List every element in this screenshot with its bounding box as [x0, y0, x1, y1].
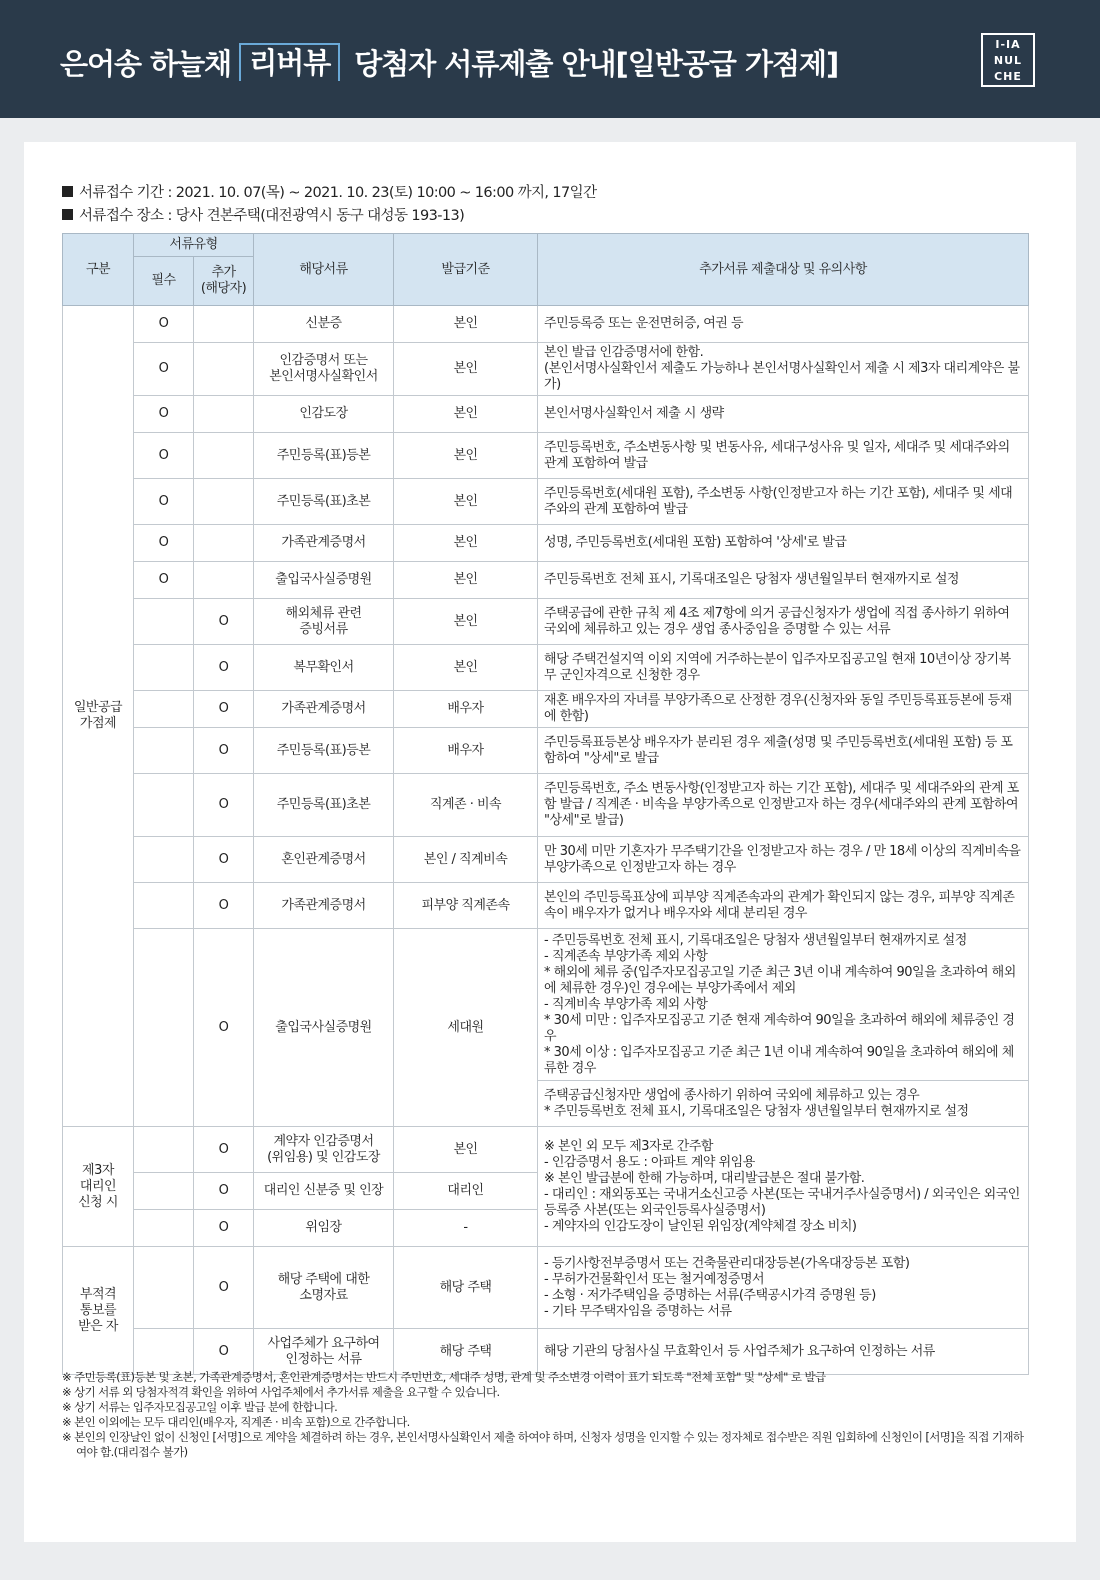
- brand-logo: [981, 33, 1035, 87]
- issue-basis: 본인 / 직계비속: [394, 837, 538, 883]
- page-header: [0, 0, 1100, 118]
- document-name: 가족관계증명서: [254, 525, 394, 562]
- square-bullet-icon: [62, 186, 73, 197]
- note-text: 주민등록번호, 주소변동사항 및 변동사유, 세대구성사유 및 일자, 세대주 및 세대주와의 관계 포함하여 발급: [538, 433, 1029, 479]
- note-line: 주택공급신청자만 생업에 종사하기 위하여 국외에 체류하고 있는 경우: [544, 1087, 920, 1103]
- category-proxy: 제3자 대리인 신청 시: [63, 1127, 134, 1247]
- document-name: 대리인 신분증 및 인장: [254, 1173, 394, 1210]
- header-issue-basis: 발급기준: [394, 234, 538, 306]
- note-line: * 주민등록번호 전체 표시, 기록대조일은 당첨자 생년월일부터 현재까지로 설정: [544, 1103, 969, 1119]
- note-line: - 직계비속 부양가족 제외 사항: [544, 996, 708, 1012]
- document-name: 인감도장: [254, 396, 394, 433]
- additional-mark: [194, 525, 254, 562]
- logo-line: I-IA: [995, 38, 1021, 51]
- required-mark: [134, 645, 194, 691]
- document-name: 계약자 인감증명서 (위임용) 및 인감도장: [254, 1127, 394, 1173]
- required-mark: O: [134, 525, 194, 562]
- additional-mark: O: [194, 1329, 254, 1375]
- required-mark: O: [134, 306, 194, 343]
- additional-mark: O: [194, 599, 254, 645]
- note-line: ※ 본인 발급분에 한해 가능하며, 대리발급분은 절대 불가함.: [544, 1170, 865, 1186]
- issue-basis: 본인: [394, 1127, 538, 1173]
- issue-basis: 대리인: [394, 1173, 538, 1210]
- issue-basis: 본인: [394, 562, 538, 599]
- footnote: ※ 본인 이외에는 모두 대리인(배우자, 직계존 · 비속 포함)으로 간주합니다.: [62, 1415, 410, 1429]
- table-row: [63, 1127, 1029, 1173]
- header-additional: 추가 (해당자): [194, 257, 254, 306]
- document-name: 해외체류 관련 증빙서류: [254, 599, 394, 645]
- note-line: * 30세 이상 : 입주자모집공고 기준 최근 1년 이내 계속하여 90일을 초과하여 해외에 체류한 경우: [544, 1044, 1014, 1076]
- additional-mark: O: [194, 883, 254, 929]
- note-text: 주민등록번호, 주소 변동사항(인정받고자 하는 기간 포함), 세대주 및 세대주와의 관계 포함 발급 / 직계존 · 비속을 부양가족으로 인정받고자 하는 경우(세대주와의 관계 포함하여 "상세"로 발급): [538, 774, 1029, 837]
- additional-mark: O: [194, 1210, 254, 1247]
- table-row: [63, 1329, 1029, 1375]
- required-mark: [134, 837, 194, 883]
- footnote: ※ 상기 서류 외 당첨자적격 확인을 위하여 사업주체에서 추가서류 제출을 요구할 수 있습니다.: [62, 1385, 500, 1399]
- note-text: [538, 1081, 1029, 1127]
- issue-basis: 피부양 직계존속: [394, 883, 538, 929]
- title-before: 은어송 하늘채: [60, 46, 232, 81]
- note-line: - 계약자의 인감도장이 날인된 위임장(계약체결 장소 비치): [544, 1218, 857, 1234]
- note-line: - 인감증명서 용도 : 아파트 계약 위임용: [544, 1154, 755, 1170]
- footnotes: [62, 1370, 1028, 1460]
- additional-mark: [194, 306, 254, 343]
- document-name: 출입국사실증명원: [254, 929, 394, 1127]
- issue-basis: 해당 주택: [394, 1329, 538, 1375]
- note-line: - 직계존속 부양가족 제외 사항: [544, 948, 708, 964]
- required-mark: [134, 1210, 194, 1247]
- additional-mark: O: [194, 1173, 254, 1210]
- note-line: - 소형 · 저가주택임을 증명하는 서류(주택공시가격 증명원 등): [544, 1287, 876, 1303]
- info-place-text: 서류접수 장소 : 당사 견본주택(대전광역시 동구 대성동 193-13): [79, 208, 465, 224]
- table-row: [63, 599, 1029, 645]
- table-row: [63, 343, 1029, 396]
- note-text: 주민등록번호(세대원 포함), 주소변동 사항(인정받고자 하는 기간 포함), 세대주 및 세대주와의 관계 포함하여 발급: [538, 479, 1029, 525]
- required-mark: [134, 774, 194, 837]
- table-row: [63, 883, 1029, 929]
- additional-mark: O: [194, 728, 254, 774]
- required-mark: O: [134, 396, 194, 433]
- header-doc-type: 서류유형: [134, 234, 254, 257]
- note-line: 해당 기관의 당첨사실 무효확인서 등 사업주체가 요구하여 인정하는 서류: [544, 1343, 935, 1359]
- additional-mark: [194, 479, 254, 525]
- table-row: [63, 562, 1029, 599]
- note-line: - 등기사항전부증명서 또는 건축물관리대장등본(가옥대장등본 포함): [544, 1255, 910, 1271]
- table-row: [63, 306, 1029, 343]
- additional-mark: [194, 396, 254, 433]
- document-name: 위임장: [254, 1210, 394, 1247]
- issue-basis: 본인: [394, 396, 538, 433]
- document-name: 가족관계증명서: [254, 691, 394, 728]
- required-mark: O: [134, 343, 194, 396]
- document-name: 주민등록(표)등본: [254, 433, 394, 479]
- document-name: 주민등록(표)초본: [254, 479, 394, 525]
- required-mark: [134, 883, 194, 929]
- additional-mark: O: [194, 1247, 254, 1329]
- table-row: [63, 774, 1029, 837]
- documents-table: [62, 233, 1029, 1375]
- note-line: * 해외에 체류 중(입주자모집공고일 기준 최근 3년 이내 계속하여 90일을 초과하여 해외에 체류한 경우)인 경우에는 부양가족에서 제외: [544, 964, 1016, 996]
- footnote: ※ 상기 서류는 입주자모집공고일 이후 발급 분에 한합니다.: [62, 1400, 338, 1414]
- note-text: 해당 주택건설지역 이외 지역에 거주하는분이 입주자모집공고일 현재 10년이상 장기복무 군인자격으로 신청한 경우: [538, 645, 1029, 691]
- required-mark: [134, 1329, 194, 1375]
- category-ineligible: 부적격 통보를 받은 자: [63, 1247, 134, 1375]
- required-mark: [134, 929, 194, 1127]
- additional-mark: [194, 433, 254, 479]
- document-name: 해당 주택에 대한 소명자료: [254, 1247, 394, 1329]
- note-line: - 대리인 : 재외동포는 국내거소신고증 사본(또는 국내거주사실증명서) / 외국인은 외국인등록증 사본(또는 외국인등록사실증명서): [544, 1186, 1020, 1218]
- note-text: 만 30세 미만 기혼자가 무주택기간을 인정받고자 하는 경우 / 만 18세 이상의 직계비속을 부양가족으로 인정받고자 하는 경우: [538, 837, 1029, 883]
- note-line: - 주민등록번호 전체 표시, 기록대조일은 당첨자 생년월일부터 현재까지로 설정: [544, 932, 967, 948]
- table-row: [63, 691, 1029, 728]
- title-boxed: 리버뷰: [239, 43, 340, 81]
- header-document: 해당서류: [254, 234, 394, 306]
- required-mark: [134, 1247, 194, 1329]
- additional-mark: O: [194, 645, 254, 691]
- issue-basis: 본인: [394, 433, 538, 479]
- additional-mark: O: [194, 691, 254, 728]
- additional-mark: O: [194, 1127, 254, 1173]
- document-name: 인감증명서 또는 본인서명사실확인서: [254, 343, 394, 396]
- issue-basis: -: [394, 1210, 538, 1247]
- table-row: [63, 645, 1029, 691]
- note-text: 주민등록증 또는 운전면허증, 여권 등: [538, 306, 1029, 343]
- issue-basis: 직계존 · 비속: [394, 774, 538, 837]
- square-bullet-icon: [62, 209, 73, 220]
- document-name: 신분증: [254, 306, 394, 343]
- document-name: 혼인관계증명서: [254, 837, 394, 883]
- category-general-supply: 일반공급 가점제: [63, 306, 134, 1127]
- document-name: 주민등록(표)초본: [254, 774, 394, 837]
- info-place: [62, 204, 464, 225]
- document-name: 주민등록(표)등본: [254, 728, 394, 774]
- additional-mark: [194, 343, 254, 396]
- issue-basis: 배우자: [394, 728, 538, 774]
- header-required: 필수: [134, 257, 194, 306]
- note-text: 본인서명사실확인서 제출 시 생략: [538, 396, 1029, 433]
- title-after: 당첨자 서류제출 안내[일반공급 가점제]: [354, 46, 839, 81]
- note-text: 본인 발급 인감증명서에 한함. (본인서명사실확인서 제출도 가능하나 본인서명사실확인서 제출 시 제3자 대리계약은 불가): [538, 343, 1029, 396]
- note-line: - 기타 무주택자임을 증명하는 서류: [544, 1303, 732, 1319]
- required-mark: [134, 599, 194, 645]
- info-period: [62, 181, 597, 202]
- required-mark: O: [134, 433, 194, 479]
- note-text: [538, 929, 1029, 1081]
- table-row: [63, 396, 1029, 433]
- issue-basis: 본인: [394, 343, 538, 396]
- note-line: ※ 본인 외 모두 제3자로 간주함: [544, 1138, 713, 1154]
- footnote: ※ 본인의 인장날인 없이 신청인 [서명]으로 계약을 체결하려 하는 경우, 본인서명사실확인서 제출 하여야 하며, 신청자 성명을 인지할 수 있는 정자체로 접수받은 직원 입회하에 신청인이 [서명]을 직접 기재하여야 함.(대리접수 불가): [62, 1430, 1024, 1459]
- note-line: - 무허가건물확인서 또는 철거예정증명서: [544, 1271, 765, 1287]
- document-name: 복무확인서: [254, 645, 394, 691]
- issue-basis: 본인: [394, 599, 538, 645]
- info-period-text: 서류접수 기간 : 2021. 10. 07(목) ~ 2021. 10. 23(토) 10:00 ~ 16:00 까지, 17일간: [79, 185, 597, 201]
- note-line: * 30세 미만 : 입주자모집공고 기준 현재 계속하여 90일을 초과하여 해외에 체류중인 경우: [544, 1012, 1015, 1044]
- issue-basis: 본인: [394, 306, 538, 343]
- table-row: [63, 929, 1029, 1081]
- document-name: 출입국사실증명원: [254, 562, 394, 599]
- table-body: [63, 306, 1029, 1375]
- additional-mark: [194, 562, 254, 599]
- required-mark: O: [134, 562, 194, 599]
- note-text: 주민등록번호 전체 표시, 기록대조일은 당첨자 생년월일부터 현재까지로 설정: [538, 562, 1029, 599]
- required-mark: [134, 728, 194, 774]
- issue-basis: 본인: [394, 525, 538, 562]
- required-mark: O: [134, 479, 194, 525]
- document-name: 사업주체가 요구하여 인정하는 서류: [254, 1329, 394, 1375]
- issue-basis: 본인: [394, 645, 538, 691]
- issue-basis: 본인: [394, 479, 538, 525]
- table-row: [63, 433, 1029, 479]
- note-text: 주민등록표등본상 배우자가 분리된 경우 제출(성명 및 주민등록번호(세대원 포함) 등 포함하여 "상세"로 발급: [538, 728, 1029, 774]
- note-text: [538, 1247, 1029, 1329]
- footnote: ※ 주민등록(표)등본 및 초본, 가족관계증명서, 혼인관계증명서는 반드시 주민번호, 세대주 성명, 관계 및 주소변경 이력이 표기 되도록 "전체 포함" 및 "상세" 로 발급: [62, 1370, 826, 1384]
- logo-line: NUL: [993, 54, 1023, 67]
- header-notes: 추가서류 제출대상 및 유의사항: [538, 234, 1029, 306]
- additional-mark: O: [194, 929, 254, 1127]
- document-name: 가족관계증명서: [254, 883, 394, 929]
- required-mark: [134, 1173, 194, 1210]
- note-text: 재혼 배우자의 자녀를 부양가족으로 산정한 경우(신청자와 동일 주민등록표등본에 등재에 한함): [538, 691, 1029, 728]
- note-text: [538, 1329, 1029, 1375]
- note-text: [538, 1127, 1029, 1247]
- table-row: [63, 479, 1029, 525]
- header-category: 구분: [63, 234, 134, 306]
- note-text: 성명, 주민등록번호(세대원 포함) 포함하여 '상세'로 발급: [538, 525, 1029, 562]
- note-text: 본인의 주민등록표상에 피부양 직계존속과의 관계가 확인되지 않는 경우, 피부양 직계존속이 배우자가 없거나 배우자와 세대 분리된 경우: [538, 883, 1029, 929]
- issue-basis: 배우자: [394, 691, 538, 728]
- required-mark: [134, 691, 194, 728]
- required-mark: [134, 1127, 194, 1173]
- table-row: [63, 525, 1029, 562]
- table-row: [63, 728, 1029, 774]
- additional-mark: O: [194, 774, 254, 837]
- note-text: 주택공급에 관한 규칙 제 4조 제7항에 의거 공급신청자가 생업에 직접 종사하기 위하여 국외에 체류하고 있는 경우 생업 종사중임을 증명할 수 있는 서류: [538, 599, 1029, 645]
- logo-line: CHE: [994, 70, 1022, 83]
- table-row: [63, 837, 1029, 883]
- issue-basis: 세대원: [394, 929, 538, 1127]
- page-title: [60, 42, 838, 82]
- issue-basis: 해당 주택: [394, 1247, 538, 1329]
- table-row: [63, 1247, 1029, 1329]
- additional-mark: O: [194, 837, 254, 883]
